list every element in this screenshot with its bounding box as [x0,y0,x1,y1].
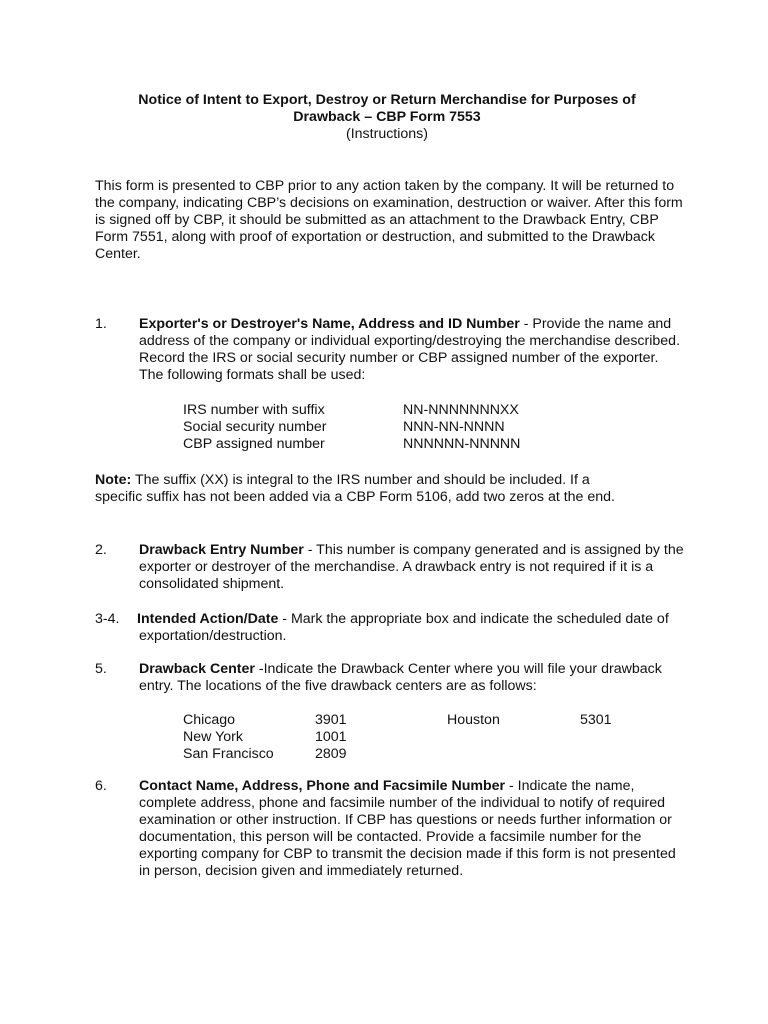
item-text: - Provide the name and address of the company or individual exporting/destroying the merchandise described. Record the IRS or social security number or CBP assigned number of the exporter. The following formats shall be used: [139,316,681,383]
centers-row [183,712,663,729]
item-body [139,542,685,593]
item-body [139,611,685,645]
format-value: NNN-NN-NNNN [403,419,505,435]
drawback-centers-table [183,712,663,763]
center-code: 1001 [315,729,347,745]
format-label: CBP assigned number [183,436,325,452]
item-body [139,316,685,384]
item-body [139,661,685,695]
instruction-item-5 [95,661,685,695]
center-city: New York [183,729,243,745]
centers-row [183,746,663,763]
item-number: 1. [95,316,107,332]
item-number: 6. [95,778,107,794]
title-line-1: Notice of Intent to Export, Destroy or Return Merchandise for Purposes of [138,92,636,108]
format-label: Social security number [183,419,327,435]
format-value: NNNNNN-NNNNN [403,436,521,452]
item-heading: Intended Action/Date [137,611,279,627]
format-label: IRS number with suffix [183,402,325,418]
centers-row [183,729,663,746]
instruction-item-6 [95,778,685,880]
intro-paragraph: This form is presented to CBP prior to any action taken by the company. It will be returned to the company, indicating CBP’s decisions on examination, destruction or waiver. After this form is signed off by CBP, it should be submitted as an attachment to the Drawback Entry, CBP Form 7551, along with proof of exportation or destruction, and submitted to the Drawback Center. [95,178,683,262]
instruction-item-1 [95,316,685,384]
item-number: 5. [95,661,107,677]
note-paragraph [95,472,615,506]
center-code: 5301 [580,712,612,728]
note-label: Note: [95,472,132,488]
center-city: Houston [447,712,500,728]
format-value: NN-NNNNNNNXX [403,402,519,418]
item-text: - This number is company generated and is assigned by the exporter or destroyer of the merchandise. A drawback entry is not required if it is a consolidated shipment. [139,542,684,592]
item-text: -Indicate the Drawback Center where you will file your drawback entry. The locations of the five drawback centers are as follows: [139,661,662,694]
center-code: 2809 [315,746,347,762]
document-title [96,92,678,143]
item-number: 2. [95,542,107,558]
item-heading: Drawback Center [139,661,255,677]
item-heading: Drawback Entry Number [139,542,304,558]
center-city: Chicago [183,712,236,728]
title-line-2: Drawback – CBP Form 7553 [293,109,481,125]
item-body [139,778,685,880]
title-subtitle: (Instructions) [346,126,428,142]
item-text: - Indicate the name, complete address, phone and facsimile number of the individual to notify of required examination or other instruction. If CBP has questions or needs further information or documentation, this person will be contacted. Provide a facsimile number for the exporting company for CBP to transmit the decision made if this form is not presented in person, decision given and immediately returned. [139,778,676,879]
center-code: 3901 [315,712,347,728]
instruction-item-3-4 [95,611,685,645]
item-heading: Contact Name, Address, Phone and Facsimile Number [139,778,506,794]
item-text: - Mark the appropriate box and indicate the scheduled date of exportation/destruction. [139,611,669,644]
instruction-item-2 [95,542,685,593]
note-text: The suffix (XX) is integral to the IRS number and should be included. If a specific suffix has not been added via a CBP Form 5106, add two zeros at the end. [95,472,615,505]
center-city: San Francisco [183,746,274,762]
item-heading: Exporter's or Destroyer's Name, Address and ID Number [139,316,520,332]
item-number: 3-4. [95,611,120,627]
